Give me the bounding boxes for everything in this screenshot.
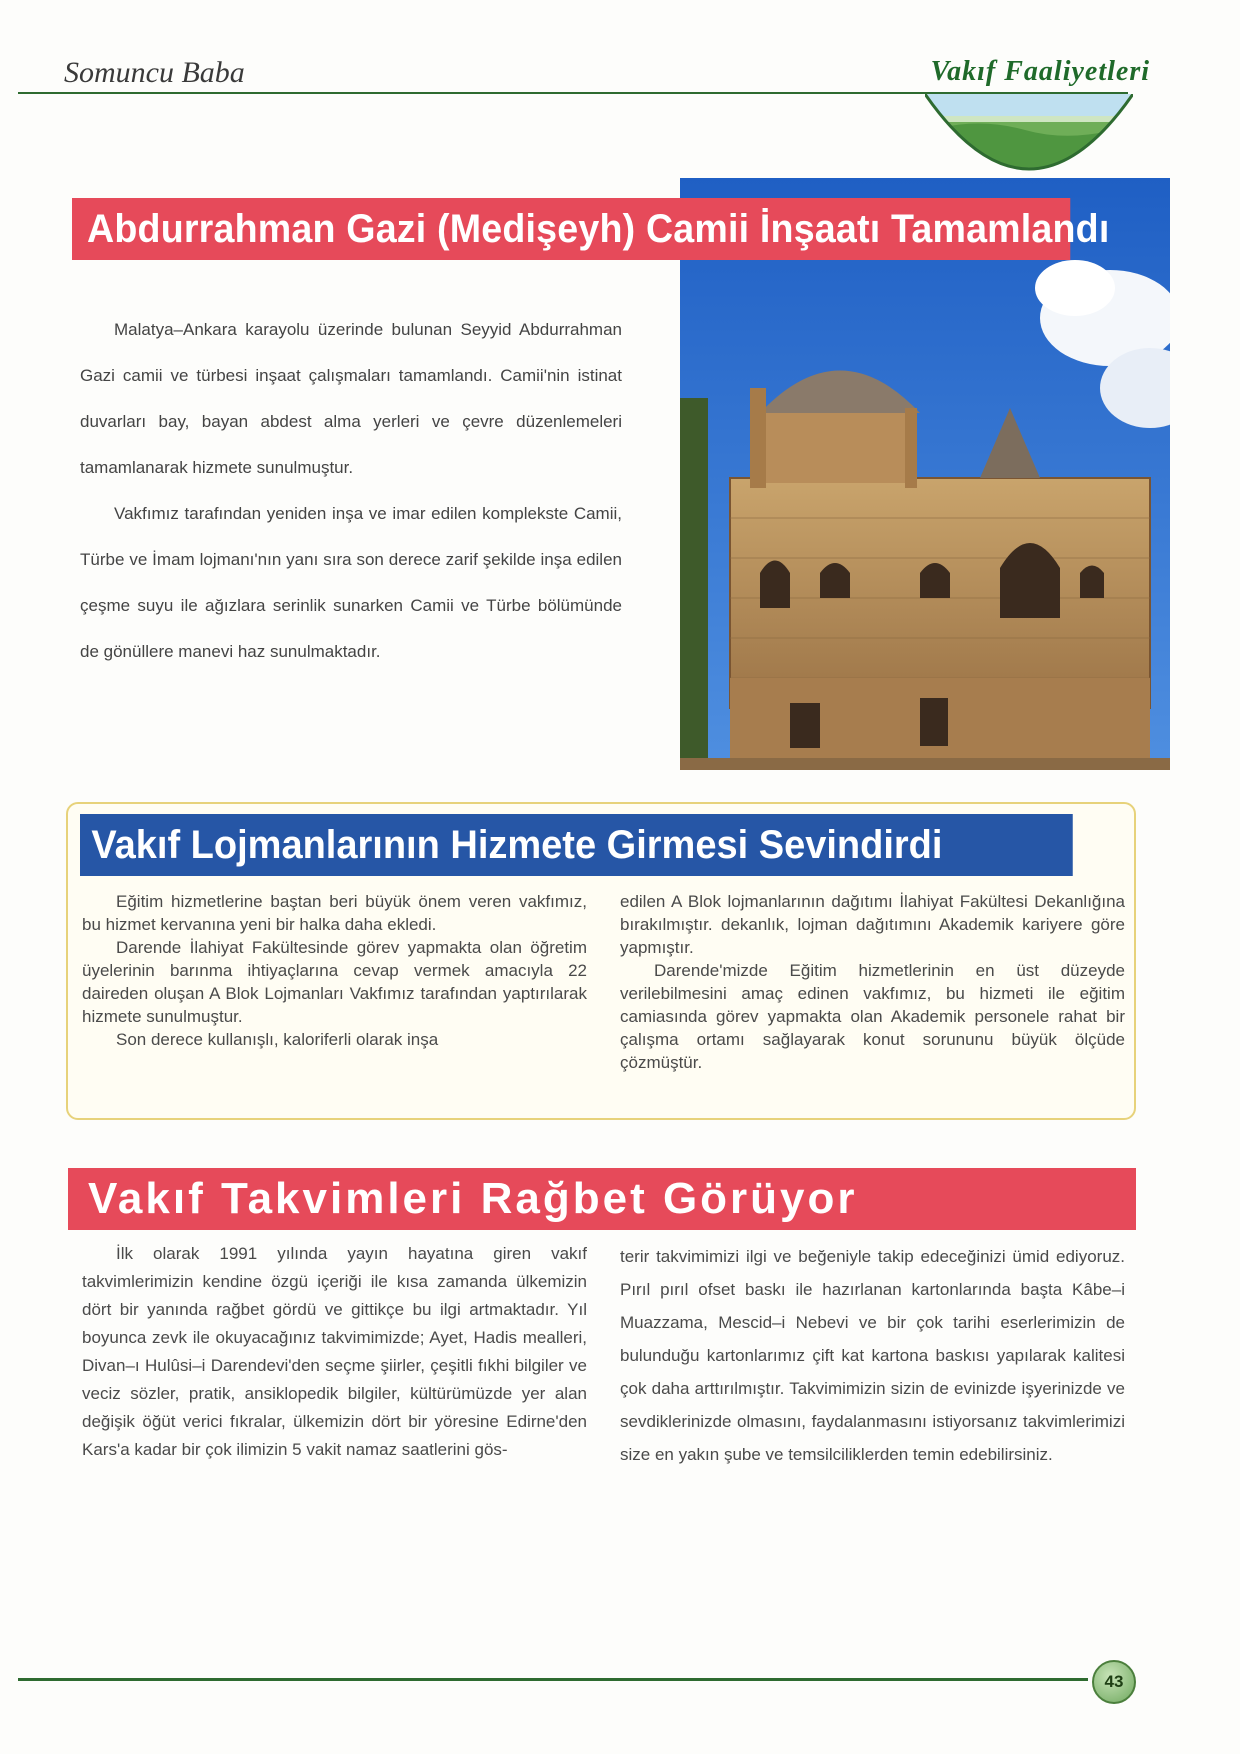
section3-paragraph: İlk olarak 1991 yılında yayın hayatına giren vakıf takvimlerimizin kendine özgü içeriği ile kısa zamanda ülkemizin dört bir yanında rağbet gördü ve gittikçe bu ilgi artmaktadır. Yıl boyunca zevk ile okuyacağınız takvimimizde; Ayet, Hadis mealleri, Divan–ı Hulûsi–i Darendevi'den seçme şiirler, çeşitli fıkhi bilgiler ve veciz sözler, pratik, ansiklopedik bilgiler, kültürümüzde yer alan değişik öğüt verici fıkralar, ülkemizin dört bir yöresine Edirne'den Kars'a kadar bir çok ilimizin 5 vakit namaz saatlerini gös- bbox=[82, 1244, 587, 1459]
footer-rule bbox=[18, 1678, 1088, 1681]
section2-paragraph: edilen A Blok lojmanlarının dağıtımı İlahiyat Fakültesi Dekanlığına bırakılmıştır. dekanlık, lojman dağıtımını Akademik kariyere göre yapmıştır. bbox=[620, 892, 1125, 957]
section2-title: Vakıf Lojmanlarının Hizmete Girmesi Sevindirdi bbox=[80, 814, 1073, 876]
section3-title: Vakıf Takvimleri Rağbet Görüyor bbox=[68, 1168, 1136, 1230]
section1-body bbox=[80, 307, 622, 675]
section3-column-left bbox=[82, 1240, 587, 1464]
mosque-photo bbox=[680, 178, 1170, 770]
section3-column-right bbox=[620, 1240, 1125, 1471]
section3-paragraph: terir takvimimizi ilgi ve beğeniyle takip edeceğinizi ümid ediyoruz. Pırıl pırıl ofset baskı ile hazırlanan kartonlarında başta Kâbe–i Muazzama, Mescid–i Nebevi ve bir çok tarihi eserlerimizin de bulunduğu kartonlarımız çift kat kartona baskısı yapılarak kalitesi çok daha arttırılmıştır. Takvimimizin sizin de evinizde işyerinizde ve sevdiklerinizde olmasını, faydalanmasını istiyorsanız takvimlerimizi size en yakın şube ve temsilciliklerden temin edebilirsiniz. bbox=[620, 1247, 1125, 1464]
section2-column-left bbox=[82, 890, 587, 1051]
section2-paragraph: Darende İlahiyat Fakültesinde görev yapmakta olan öğretim üyelerinin barınma ihtiyaçlarına cevap vermek amacıyla 22 daireden oluşan A Blok Lojmanları Vakfımız tarafından yaptırılarak hizmete sunulmuştur. bbox=[82, 938, 587, 1026]
header-landscape-badge bbox=[925, 94, 1133, 176]
running-header-left: Somuncu Baba bbox=[64, 56, 245, 89]
section1-paragraph: Vakfımız tarafından yeniden inşa ve imar edilen komplekste Camii, Türbe ve İmam lojmanı'nın yanı sıra son derece zarif şekilde inşa edilen çeşme suyu ile ağızlara serinlik sunarken Camii ve Türbe bölümünde de gönüllere manevi haz sunulmaktadır. bbox=[80, 504, 622, 661]
page-number: 43 bbox=[1092, 1660, 1136, 1704]
section1-title: Abdurrahman Gazi (Medişeyh) Camii İnşaatı Tamamlandı bbox=[72, 198, 1070, 260]
section1-paragraph: Malatya–Ankara karayolu üzerinde bulunan Seyyid Abdurrahman Gazi camii ve türbesi inşaat çalışmaları tamamlandı. Camii'nin istinat duvarları bay, bayan abdest alma yerleri ve çevre düzenlemeleri tamamlanarak hizmete sunulmuştur. bbox=[80, 320, 622, 477]
section2-column-right bbox=[620, 890, 1125, 1074]
section2-paragraph: Eğitim hizmetlerine baştan beri büyük önem veren vakfımız, bu hizmet kervanına yeni bir halka daha ekledi. bbox=[82, 892, 587, 934]
section2-paragraph: Darende'mizde Eğitim hizmetlerinin en üst düzeyde verilebilmesini amaç edinen vakfımız, bu hizmeti ile eğitim camiasında görev yapmakta olan Akademik personele rahat bir çalışma ortamı sağlayarak konut sorununu büyük ölçüde çözmüştür. bbox=[620, 961, 1125, 1072]
running-header-right: Vakıf Faaliyetleri bbox=[930, 56, 1150, 87]
section2-paragraph: Son derece kullanışlı, kaloriferli olarak inşa bbox=[116, 1030, 439, 1049]
